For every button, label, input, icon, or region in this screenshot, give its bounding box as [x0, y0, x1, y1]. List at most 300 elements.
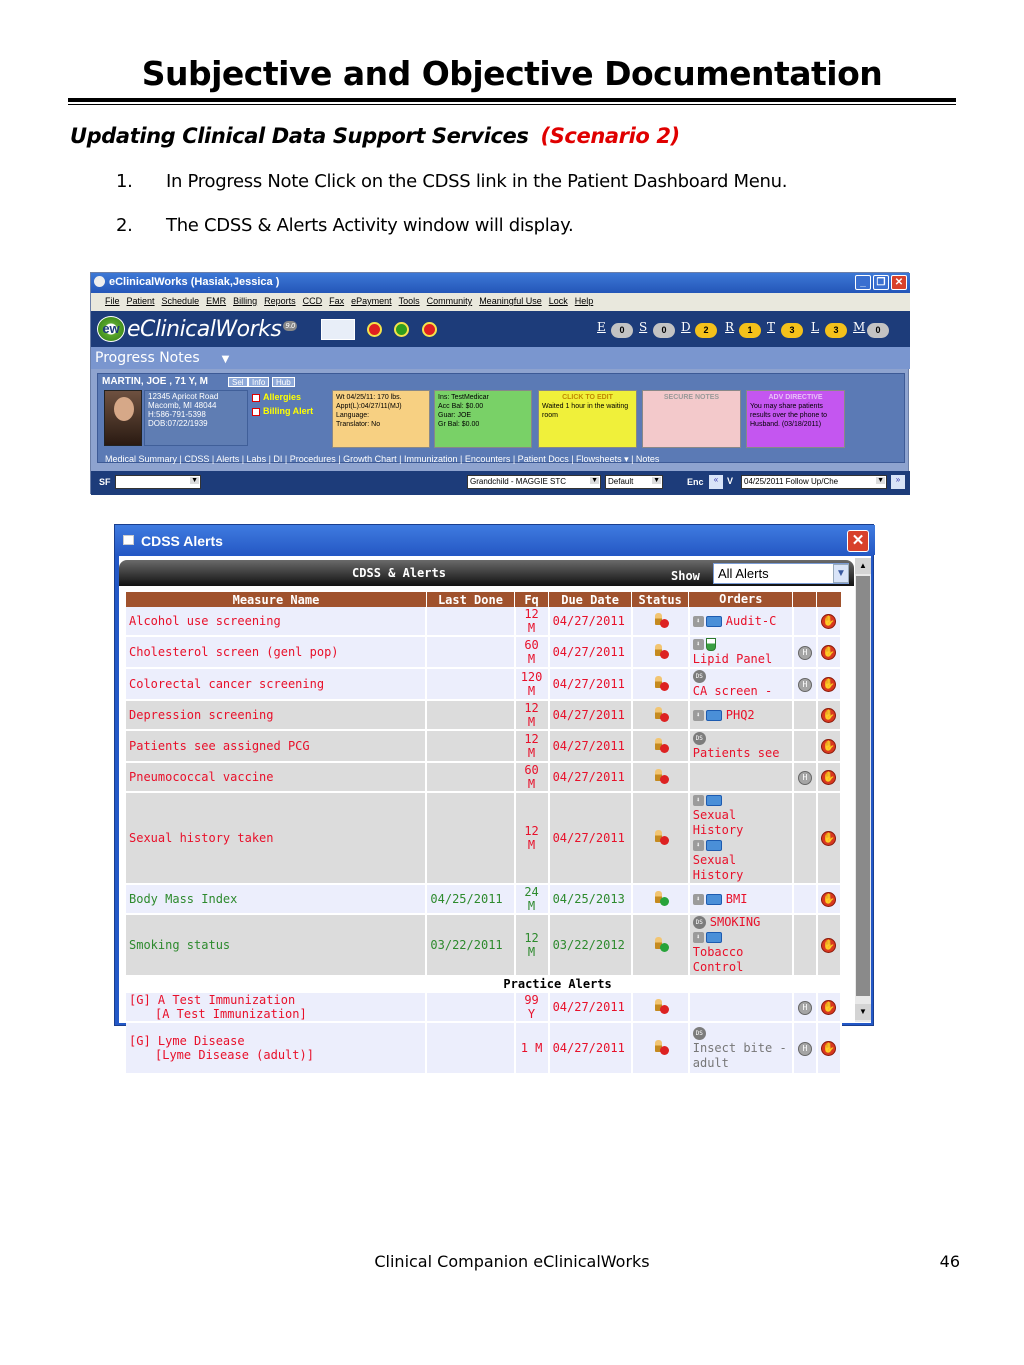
stop-icon[interactable]: ✋ [822, 647, 836, 658]
h-cell [793, 1022, 817, 1074]
frequency: 1 M [515, 1022, 549, 1074]
orders-cell [689, 884, 793, 914]
order-label[interactable]: Sexual History [692, 853, 744, 882]
step-number: 1. [116, 171, 133, 192]
measure-name[interactable]: Patients see assigned PCG [126, 730, 426, 762]
secure-notes-card[interactable] [642, 390, 741, 448]
counter-badge[interactable]: 1 [739, 323, 761, 338]
table-row[interactable] [126, 668, 841, 700]
status-icon[interactable] [655, 830, 665, 844]
menu-item[interactable]: Lock [548, 296, 568, 306]
ecw-brand-name: eClinicalWorks [127, 317, 282, 342]
minimize-button[interactable]: _ [855, 275, 871, 290]
ds-icon[interactable]: DS [693, 1027, 706, 1040]
chevron-down-icon[interactable]: ▼ [833, 564, 849, 583]
counter-letter[interactable]: E [597, 320, 606, 334]
order-item[interactable] [693, 637, 789, 667]
sf-select[interactable] [115, 475, 201, 489]
practice-alerts-label: Practice Alerts [426, 976, 688, 992]
status-dot-icon [660, 897, 669, 906]
menu-item[interactable]: Billing [233, 296, 258, 306]
h-cell [793, 884, 817, 914]
status-cell [632, 914, 689, 976]
close-button[interactable]: ✕ [847, 530, 869, 552]
stop-icon[interactable]: ✋ [822, 741, 836, 752]
patient-hub [97, 373, 905, 463]
col-orders[interactable]: Orders [689, 592, 793, 607]
x-cell [817, 914, 841, 976]
ecw-titlebar [91, 273, 910, 293]
orders-cell [689, 636, 793, 668]
h-cell [793, 992, 817, 1022]
status-cell [632, 636, 689, 668]
status-dot-icon [660, 836, 669, 845]
status-icon[interactable] [655, 707, 665, 721]
card-line: Guar: JOE [438, 412, 472, 419]
cdss-window [114, 524, 874, 1070]
x-cell [817, 730, 841, 762]
menu-bar [91, 293, 910, 311]
prev-encounter-button[interactable]: « [709, 475, 723, 489]
measure-name[interactable]: Cholesterol screen (genl pop) [126, 636, 426, 668]
order-label[interactable]: PHQ2 [725, 707, 755, 722]
scenario-label: (Scenario 2) [540, 124, 680, 148]
order-item[interactable] [693, 915, 789, 930]
status-dot-icon [660, 1005, 669, 1014]
step-text: In Progress Note Click on the CDSS link in the Patient Dashboard Menu. [166, 171, 788, 192]
status-icon[interactable] [655, 644, 665, 658]
default-select[interactable]: Default ▼ [605, 475, 663, 489]
menu-item[interactable]: ePayment [351, 296, 392, 306]
x-cell [817, 992, 841, 1022]
order-doc-icon[interactable] [706, 616, 722, 627]
counter-letter[interactable]: S [639, 320, 648, 334]
next-encounter-button[interactable]: » [891, 475, 905, 489]
menu-item[interactable]: Meaningful Use [479, 296, 542, 306]
counter-letter[interactable]: M [853, 320, 866, 334]
status-dot-icon [660, 943, 669, 952]
order-item[interactable] [693, 614, 789, 629]
section-line [126, 976, 426, 992]
orders-cell [689, 1022, 793, 1074]
app-icon [94, 276, 105, 287]
col-last-done[interactable]: Last Done [426, 592, 514, 607]
order-doc-icon[interactable] [706, 710, 722, 721]
ecw-window [90, 272, 909, 494]
cdss-content [119, 556, 871, 1070]
table-row[interactable] [126, 607, 841, 636]
adv-directive-card[interactable] [746, 390, 845, 448]
stop-icon[interactable]: ✋ [822, 894, 836, 905]
card-line: Appt(L):04/27/11(MJ) [336, 403, 402, 410]
progress-notes-bar[interactable] [91, 347, 910, 369]
status-cell [632, 792, 689, 884]
col-measure-name[interactable]: Measure Name [126, 592, 426, 607]
counter-badge[interactable]: 3 [825, 323, 847, 338]
frequency: 12 M [515, 792, 549, 884]
patient-address [144, 390, 248, 446]
h-cell [793, 730, 817, 762]
history-icon[interactable]: H [798, 771, 812, 785]
encounter-bar [91, 471, 910, 495]
scroll-up-icon[interactable]: ▲ [855, 558, 871, 574]
cdss-window-title: CDSS Alerts [141, 533, 223, 549]
h-cell [793, 636, 817, 668]
order-item[interactable] [693, 892, 789, 907]
ecw-logo-icon: ew [97, 316, 125, 342]
due-date: 04/27/2011 [549, 792, 632, 884]
col-h [793, 592, 817, 607]
status-dot-icon [660, 713, 669, 722]
status-cell [632, 730, 689, 762]
stop-icon[interactable]: ✋ [822, 616, 836, 627]
scroll-down-icon[interactable]: ▼ [855, 1004, 871, 1020]
download-icon[interactable]: ⬇ [693, 639, 704, 650]
status-dot-icon [660, 650, 669, 659]
x-cell [817, 668, 841, 700]
order-label[interactable]: Audit-C [725, 613, 777, 628]
tab-hub[interactable]: Hub [272, 377, 295, 387]
menu-item[interactable]: Help [574, 296, 594, 306]
brand-version: 9.0 [285, 321, 295, 330]
card-title: ADV DIRECTIVE [768, 394, 823, 401]
h-cell [793, 700, 817, 730]
status-cell [632, 700, 689, 730]
order-doc-icon[interactable] [706, 894, 722, 905]
order-doc-icon[interactable] [706, 932, 722, 943]
frequency: 99 Y [515, 992, 549, 1022]
order-item[interactable] [693, 793, 789, 838]
orders-cell [689, 668, 793, 700]
download-icon[interactable]: ⬇ [693, 894, 704, 905]
step-2 [116, 215, 573, 236]
cdss-header [119, 560, 854, 586]
col-x [817, 592, 841, 607]
x-cell [817, 1022, 841, 1074]
menu-item[interactable]: File [105, 296, 120, 306]
green-light-icon[interactable] [394, 322, 409, 337]
counter-badge[interactable]: 0 [611, 323, 633, 338]
download-icon[interactable]: ⬇ [693, 795, 704, 806]
show-label: Show [671, 569, 700, 583]
alert-subname: [Lyme Disease (adult)] [155, 1048, 314, 1062]
table-row[interactable] [126, 762, 841, 792]
ds-icon[interactable]: DS [693, 670, 706, 683]
billing-alert-label: Billing Alert [263, 406, 314, 416]
patient-photo [104, 390, 142, 446]
col-status[interactable]: Status [632, 592, 689, 607]
checkbox-icon [252, 408, 260, 416]
due-date: 03/22/2012 [549, 914, 632, 976]
table-row[interactable] [126, 1022, 841, 1074]
vertical-scrollbar[interactable] [855, 558, 871, 1022]
menu-item[interactable]: Community [426, 296, 473, 306]
order-item[interactable] [693, 930, 789, 975]
v-icon: V [727, 476, 734, 486]
last-done [426, 1022, 514, 1074]
card-text: You may share patients results over the phone to Husband. (03/18/2011) [750, 403, 828, 428]
section-row [126, 976, 841, 992]
table-row[interactable] [126, 884, 841, 914]
status-cell [632, 607, 689, 636]
status-icon[interactable] [655, 738, 665, 752]
card-line: Ins: TestMedicar [438, 394, 489, 401]
measure-name[interactable]: Pneumococcal vaccine [126, 762, 426, 792]
col-due-date[interactable]: Due Date [549, 592, 632, 607]
stop-icon[interactable]: ✋ [822, 1043, 836, 1054]
sticky-note-card[interactable] [538, 390, 637, 448]
ecw-toolbar [91, 311, 910, 347]
measure-name[interactable]: Depression screening [126, 700, 426, 730]
measure-name[interactable] [126, 1022, 426, 1074]
order-label[interactable]: Sexual History [692, 808, 744, 837]
due-date: 04/27/2011 [549, 762, 632, 792]
x-cell [817, 607, 841, 636]
card-line: Gr Bal: $0.00 [438, 421, 480, 428]
order-label[interactable]: SMOKING [709, 915, 761, 929]
status-dot-icon [660, 682, 669, 691]
status-dot-icon [660, 1046, 669, 1055]
last-done: 04/25/2011 [426, 884, 514, 914]
x-cell [817, 884, 841, 914]
card-title: CLICK TO EDIT [562, 394, 613, 401]
download-icon[interactable]: ⬇ [693, 710, 704, 721]
address-line: 12345 Apricot Road [148, 392, 219, 401]
counter-letter[interactable]: D [681, 320, 691, 334]
menu-item[interactable]: EMR [206, 296, 227, 306]
card-line: Wt 04/25/11: 170 lbs. [336, 394, 402, 401]
counter-badge[interactable]: 2 [695, 323, 717, 338]
card-title: SECURE NOTES [663, 394, 720, 401]
h-cell [793, 914, 817, 976]
download-icon[interactable]: ⬇ [693, 616, 704, 627]
insurance-card[interactable] [434, 390, 532, 448]
frequency: 12 M [515, 914, 549, 976]
allergies-link[interactable] [252, 390, 330, 404]
orders-cell [689, 700, 793, 730]
counter-letter[interactable]: R [725, 320, 735, 334]
close-button[interactable]: ✕ [891, 275, 907, 290]
due-date: 04/27/2011 [549, 607, 632, 636]
status-icon[interactable] [655, 891, 665, 905]
frequency: 12 M [515, 700, 549, 730]
counter-badge[interactable]: 3 [781, 323, 803, 338]
last-done [426, 992, 514, 1022]
order-label[interactable]: Insect bite - adult [692, 1040, 787, 1070]
status-icon[interactable] [655, 937, 665, 951]
status-dot-icon [660, 744, 669, 753]
menu-item[interactable]: Patient [126, 296, 155, 306]
card-line: Language: [336, 412, 370, 419]
counter-badge[interactable]: 0 [867, 323, 889, 338]
h-cell [793, 762, 817, 792]
status-dot-icon [660, 619, 669, 628]
scroll-thumb[interactable] [856, 576, 870, 996]
due-date: 04/27/2011 [549, 668, 632, 700]
status-cell [632, 668, 689, 700]
measure-name[interactable]: Body Mass Index [126, 884, 426, 914]
measure-name[interactable]: Smoking status [126, 914, 426, 976]
counter-badge[interactable]: 0 [653, 323, 675, 338]
patient-name: MARTIN, JOE , 71 Y, M [102, 376, 208, 387]
page-title: Subjective and Objective Documentation [141, 54, 883, 93]
due-date: 04/27/2011 [549, 992, 632, 1022]
card-line: Acc Bal: $0.00 [438, 403, 484, 410]
last-done [426, 700, 514, 730]
step-1 [116, 171, 787, 192]
last-done: 03/22/2011 [426, 914, 514, 976]
stop-icon[interactable]: ✋ [822, 833, 836, 844]
alert-subname: [A Test Immunization] [155, 1007, 307, 1021]
stop-icon[interactable]: ✋ [822, 679, 836, 690]
table-row[interactable] [126, 792, 841, 884]
history-icon[interactable]: H [798, 678, 812, 692]
cdss-table-body [126, 607, 841, 1074]
table-row[interactable] [126, 730, 841, 762]
status-icon[interactable] [655, 769, 665, 783]
order-item[interactable] [693, 669, 789, 699]
last-done [426, 668, 514, 700]
orders-cell [689, 730, 793, 762]
billing-alert-link[interactable] [252, 404, 330, 418]
menu-item[interactable]: CCD [302, 296, 323, 306]
order-item[interactable] [693, 708, 789, 723]
dashboard-links[interactable]: Medical Summary | CDSS | Alerts | Labs | DI | Procedures | Growth Chart | Immunization | Encounters | Patient Docs | Flowsheets ▾ | Notes [105, 454, 660, 464]
due-date: 04/25/2013 [549, 884, 632, 914]
status-icon[interactable] [655, 613, 665, 627]
progress-notes-label: Progress Notes [95, 350, 200, 366]
counter-letter[interactable]: T [767, 320, 776, 334]
status-dot-icon [660, 775, 669, 784]
order-label[interactable]: BMI [725, 891, 748, 906]
page-number: 46 [939, 1252, 960, 1271]
order-label[interactable]: Patients see [692, 746, 780, 760]
stop-icon[interactable]: ✋ [822, 772, 836, 783]
history-icon[interactable]: H [798, 1042, 812, 1056]
order-item[interactable] [693, 1026, 789, 1071]
order-label[interactable]: Lipid Panel [692, 652, 773, 666]
history-icon[interactable]: H [798, 646, 812, 660]
stop-icon[interactable]: ✋ [822, 1002, 836, 1013]
show-filter-select[interactable]: All Alerts [713, 563, 849, 584]
dob: DOB:07/22/1939 [148, 419, 208, 428]
ds-icon[interactable]: DS [693, 916, 706, 929]
table-row[interactable] [126, 992, 841, 1022]
address-line: Macomb, MI 48044 [148, 401, 217, 410]
title-rule-thick [68, 98, 956, 102]
menu-item[interactable]: Tools [398, 296, 420, 306]
h-cell [793, 607, 817, 636]
step-text: The CDSS & Alerts Activity window will display. [166, 215, 574, 236]
status-icon[interactable] [655, 999, 665, 1013]
cdss-header-title: CDSS & Alerts [352, 566, 446, 580]
ds-icon[interactable]: DS [693, 732, 706, 745]
menu-item[interactable]: Fax [329, 296, 345, 306]
section-line [689, 976, 841, 992]
order-label[interactable]: CA screen - [692, 684, 773, 698]
download-icon[interactable]: ⬇ [693, 932, 704, 943]
frequency: 60 M [515, 762, 549, 792]
history-icon[interactable]: H [798, 1001, 812, 1015]
enc-label: Enc [687, 477, 704, 487]
orders-cell [689, 792, 793, 884]
ecw-brand [127, 317, 297, 342]
guarantor-select[interactable]: Grandchild - MAGGIE STC ▼ [467, 475, 601, 489]
user-select-icon[interactable] [321, 319, 355, 340]
red-light-icon-2[interactable] [422, 322, 437, 337]
phone: H:586-791-5398 [148, 410, 206, 419]
sf-label: SF [99, 477, 111, 487]
orders-cell [689, 762, 793, 792]
due-date: 04/27/2011 [549, 1022, 632, 1074]
download-icon[interactable]: ⬇ [693, 840, 704, 851]
col-fq[interactable]: Fq [515, 592, 549, 607]
table-header [126, 592, 841, 607]
status-icon[interactable] [655, 676, 665, 690]
measure-name[interactable]: Colorectal cancer screening [126, 668, 426, 700]
lab-flask-icon[interactable] [706, 638, 716, 651]
x-cell [817, 636, 841, 668]
patient-alerts [250, 390, 330, 446]
status-icon[interactable] [655, 1040, 665, 1054]
measure-name[interactable]: Sexual history taken [126, 792, 426, 884]
encounter-select[interactable]: 04/25/2011 Follow Up/Che ▼ [741, 475, 887, 489]
orders-cell [689, 992, 793, 1022]
frequency: 12 M [515, 730, 549, 762]
table-row[interactable] [126, 914, 841, 976]
tab-sel[interactable]: Sel [228, 377, 248, 387]
checkbox-icon [252, 394, 260, 402]
order-label[interactable]: Tobacco Control [692, 945, 744, 974]
order-doc-icon[interactable] [706, 795, 722, 806]
tab-info[interactable]: Info [248, 377, 269, 387]
counter-letter[interactable]: L [811, 320, 819, 334]
last-done [426, 792, 514, 884]
h-cell [793, 792, 817, 884]
step-number: 2. [116, 215, 133, 236]
table-row[interactable] [126, 700, 841, 730]
order-item[interactable] [693, 838, 789, 883]
x-cell [817, 792, 841, 884]
last-done [426, 636, 514, 668]
cdss-table [126, 592, 842, 1075]
order-item[interactable] [693, 731, 789, 761]
order-doc-icon[interactable] [706, 840, 722, 851]
vitals-card[interactable] [332, 390, 430, 448]
due-date: 04/27/2011 [549, 636, 632, 668]
menu-item[interactable]: Schedule [161, 296, 200, 306]
due-date: 04/27/2011 [549, 730, 632, 762]
last-done [426, 730, 514, 762]
menu-item[interactable]: Reports [264, 296, 296, 306]
status-cell [632, 992, 689, 1022]
ecw-window-title: eClinicalWorks (Hasiak,Jessica ) [109, 276, 280, 288]
alert-name: [G] Lyme Disease [129, 1034, 245, 1048]
measure-name[interactable] [126, 992, 426, 1022]
status-cell [632, 1022, 689, 1074]
restore-button[interactable]: ❐ [873, 275, 889, 290]
table-row[interactable] [126, 636, 841, 668]
window-icon [123, 535, 134, 545]
measure-name[interactable]: Alcohol use screening [126, 607, 426, 636]
alert-name: [G] A Test Immunization [129, 993, 296, 1007]
stop-icon[interactable]: ✋ [822, 710, 836, 721]
frequency: 12 M [515, 607, 549, 636]
orders-cell [689, 914, 793, 976]
red-light-icon[interactable] [367, 322, 382, 337]
cdss-titlebar [115, 525, 875, 555]
stop-icon[interactable]: ✋ [822, 940, 836, 951]
